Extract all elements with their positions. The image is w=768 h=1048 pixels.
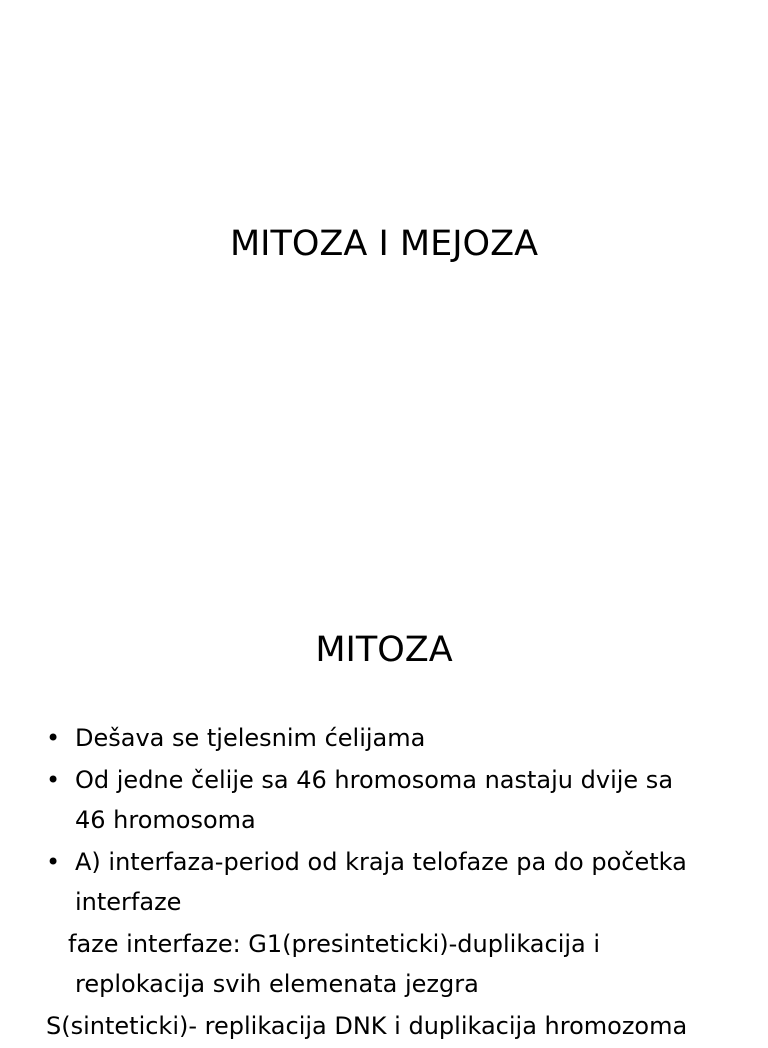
list-item <box>46 842 736 922</box>
sub-paragraph-first-line: faze interfaze: G1(presinteticki)-duplikacija i <box>68 930 601 958</box>
trailing-line <box>46 1006 736 1046</box>
trailing-line-text: S(sinteticki)- replikacija DNK i duplikacija hromozoma <box>46 1012 688 1040</box>
bullet-list <box>46 718 736 1048</box>
bullet-text: • Dešava se tjelesnim ćelijama <box>75 724 426 752</box>
list-item <box>46 760 736 840</box>
slide-title-mitoza-i-mejoza: MITOZA I MEJOZA <box>229 224 539 264</box>
bullet-text: • Od jedne čelije sa 46 hromosoma nastaju dvije sa <box>75 766 674 794</box>
bullet-text-continued: interfaze <box>75 888 182 916</box>
bullet-text-continued: 46 hromosoma <box>75 806 256 834</box>
sub-paragraph-second-line: replokacija svih elemenata jezgra <box>75 970 479 998</box>
sub-paragraph <box>46 924 736 1004</box>
list-item <box>46 718 736 758</box>
bullet-text: • A) interfaza-period od kraja telofaze pa do početka <box>75 848 687 876</box>
slide-title-mitoza: MITOZA <box>315 630 453 670</box>
